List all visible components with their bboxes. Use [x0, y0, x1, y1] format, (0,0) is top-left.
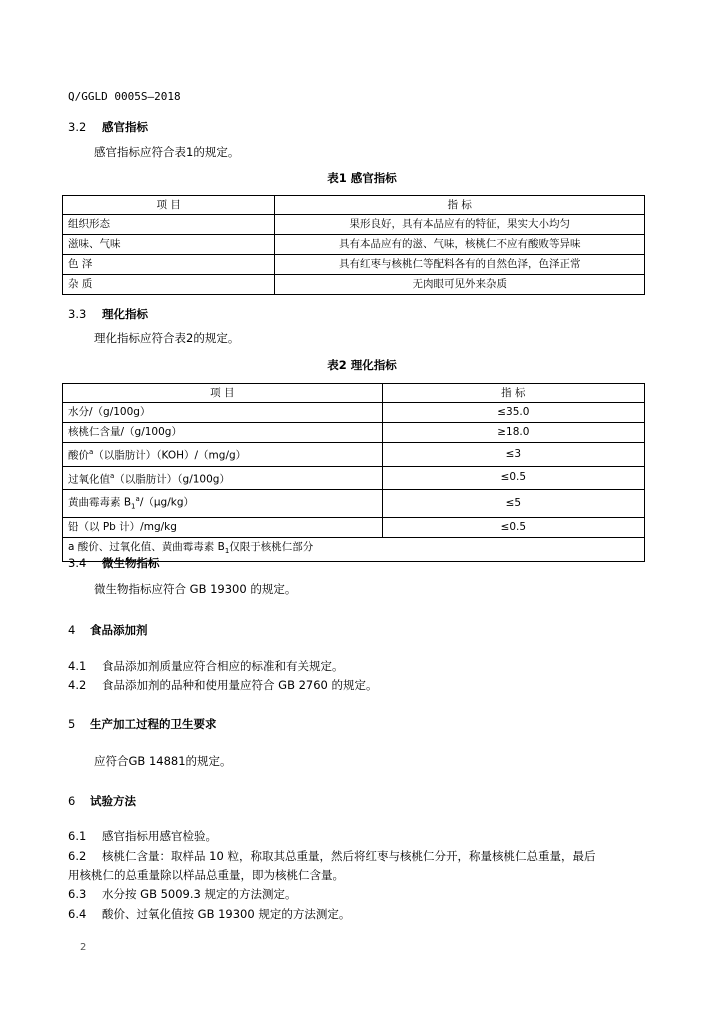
table1 — [62, 195, 645, 295]
section-3-2-text: 感官指标应符合表1的规定。 — [94, 145, 240, 159]
section-3-4-heading — [68, 555, 160, 571]
table1-caption: 表1 感官指标 — [327, 171, 397, 185]
table-cell: ≤3 — [382, 443, 644, 467]
item-text-rest: （以脂肪计）（KOH）/（mg/g） — [93, 449, 247, 462]
table-cell: ≤0.5 — [382, 466, 644, 490]
clause-6-3 — [68, 886, 297, 902]
section-number: 3.4 — [68, 556, 87, 570]
table-row — [63, 403, 645, 423]
section-3-4-text: 微生物指标应符合 GB 19300 的规定。 — [94, 582, 297, 596]
clause-number: 6.1 — [68, 829, 87, 843]
clause-number: 6.4 — [68, 907, 87, 921]
footnote-text-rest: 仅限于核桃仁部分 — [229, 540, 314, 553]
table-row — [63, 517, 645, 537]
standard-code: Q/GGLD 0005S—2018 — [68, 90, 181, 103]
table-cell: 具有红枣与核桃仁等配料各有的自然色泽，色泽正常 — [275, 255, 645, 275]
table-row — [63, 423, 645, 443]
clause-text: 食品添加剂的品种和使用量应符合 GB 2760 的规定。 — [102, 678, 378, 692]
section-title: 微生物指标 — [102, 556, 160, 570]
section-title: 生产加工过程的卫生要求 — [90, 717, 217, 731]
section-5-heading — [68, 716, 217, 732]
page-number: 2 — [80, 942, 87, 953]
column-header: 项 目 — [63, 384, 383, 403]
column-header: 指 标 — [382, 384, 644, 403]
clause-number: 4.1 — [68, 659, 87, 673]
clause-6-1 — [68, 828, 217, 844]
subscript: 1 — [224, 546, 230, 555]
clause-text: 核桃仁含量：取样品 10 粒，称取其总重量，然后将红枣与核桃仁分开，称量核桃仁总重量，最后 — [102, 849, 596, 863]
clause-4-1 — [68, 658, 344, 674]
footnote-marker: a — [135, 495, 140, 503]
clause-number: 4.2 — [68, 678, 87, 692]
table-cell — [63, 466, 383, 490]
table-row — [63, 490, 645, 518]
clause-text: 感官指标用感官检验。 — [102, 829, 217, 843]
clause-number: 6.2 — [68, 849, 87, 863]
section-title: 感官指标 — [102, 120, 148, 134]
table-cell — [63, 443, 383, 467]
table-cell: 色 泽 — [63, 255, 275, 275]
item-text-rest: （以脂肪计）（g/100g） — [114, 473, 230, 485]
table-row — [63, 255, 645, 275]
table-cell: ≥18.0 — [382, 423, 644, 443]
clause-6-4 — [68, 906, 350, 922]
clause-6-2-continued — [68, 867, 344, 883]
table-header-row — [63, 196, 645, 215]
section-3-3-heading — [68, 306, 148, 322]
table-cell: 滋味、气味 — [63, 235, 275, 255]
column-header: 指 标 — [275, 196, 645, 215]
table-cell: 果形良好，具有本品应有的特征，果实大小均匀 — [275, 215, 645, 235]
table2 — [62, 383, 645, 562]
section-title: 试验方法 — [90, 794, 136, 808]
clause-number: 6.3 — [68, 887, 87, 901]
footnote-text: a 酸价、过氧化值、黄曲霉毒素 B — [68, 540, 225, 553]
footnote-marker: a — [110, 471, 115, 480]
section-5-text: 应符合GB 14881的规定。 — [94, 754, 232, 768]
table2-caption: 表2 理化指标 — [327, 358, 397, 372]
section-title: 食品添加剂 — [90, 623, 148, 637]
column-header: 项 目 — [63, 196, 275, 215]
item-text: 黄曲霉毒素 B — [68, 496, 132, 509]
table-cell: 无肉眼可见外来杂质 — [275, 275, 645, 295]
clause-text: 食品添加剂质量应符合相应的标准和有关规定。 — [102, 659, 344, 673]
section-number: 6 — [68, 794, 76, 808]
clause-text: 酸价、过氧化值按 GB 19300 规定的方法测定。 — [102, 907, 351, 921]
table-cell: 核桃仁含量/（g/100g） — [63, 423, 383, 443]
table-cell: ≤35.0 — [382, 403, 644, 423]
table-row — [63, 215, 645, 235]
section-number: 3.2 — [68, 120, 87, 134]
section-3-2-heading — [68, 119, 148, 135]
section-6-heading — [68, 793, 136, 809]
table-row — [63, 275, 645, 295]
clause-4-2 — [68, 677, 378, 693]
table-cell: 铅（以 Pb 计）/mg/kg — [63, 517, 383, 537]
table-row — [63, 235, 645, 255]
table-cell: 具有本品应有的滋、气味，核桃仁不应有酸败等异味 — [275, 235, 645, 255]
section-3-3-text: 理化指标应符合表2的规定。 — [94, 331, 240, 345]
footnote-marker: a — [89, 448, 94, 456]
section-number: 5 — [68, 717, 76, 731]
clause-6-2 — [68, 848, 595, 864]
table-cell — [63, 490, 383, 518]
subscript: 1 — [131, 502, 136, 511]
section-number: 3.3 — [68, 307, 87, 321]
section-title: 理化指标 — [102, 307, 148, 321]
table-header-row — [63, 384, 645, 403]
table-row — [63, 443, 645, 467]
table-cell: 杂 质 — [63, 275, 275, 295]
table-row — [63, 466, 645, 490]
table-cell: 水分/（g/100g） — [63, 403, 383, 423]
clause-text: 水分按 GB 5009.3 规定的方法测定。 — [102, 887, 297, 901]
table-cell: ≤0.5 — [382, 517, 644, 537]
item-text: 过氧化值 — [68, 473, 110, 485]
table-cell: ≤5 — [382, 490, 644, 518]
clause-text: 用核桃仁的总重量除以样品总重量，即为核桃仁含量。 — [68, 868, 344, 882]
item-text-rest: /（μg/kg） — [139, 496, 194, 509]
section-4-heading — [68, 622, 148, 638]
item-text: 酸价 — [68, 449, 89, 462]
section-number: 4 — [68, 623, 76, 637]
table-cell: 组织形态 — [63, 215, 275, 235]
